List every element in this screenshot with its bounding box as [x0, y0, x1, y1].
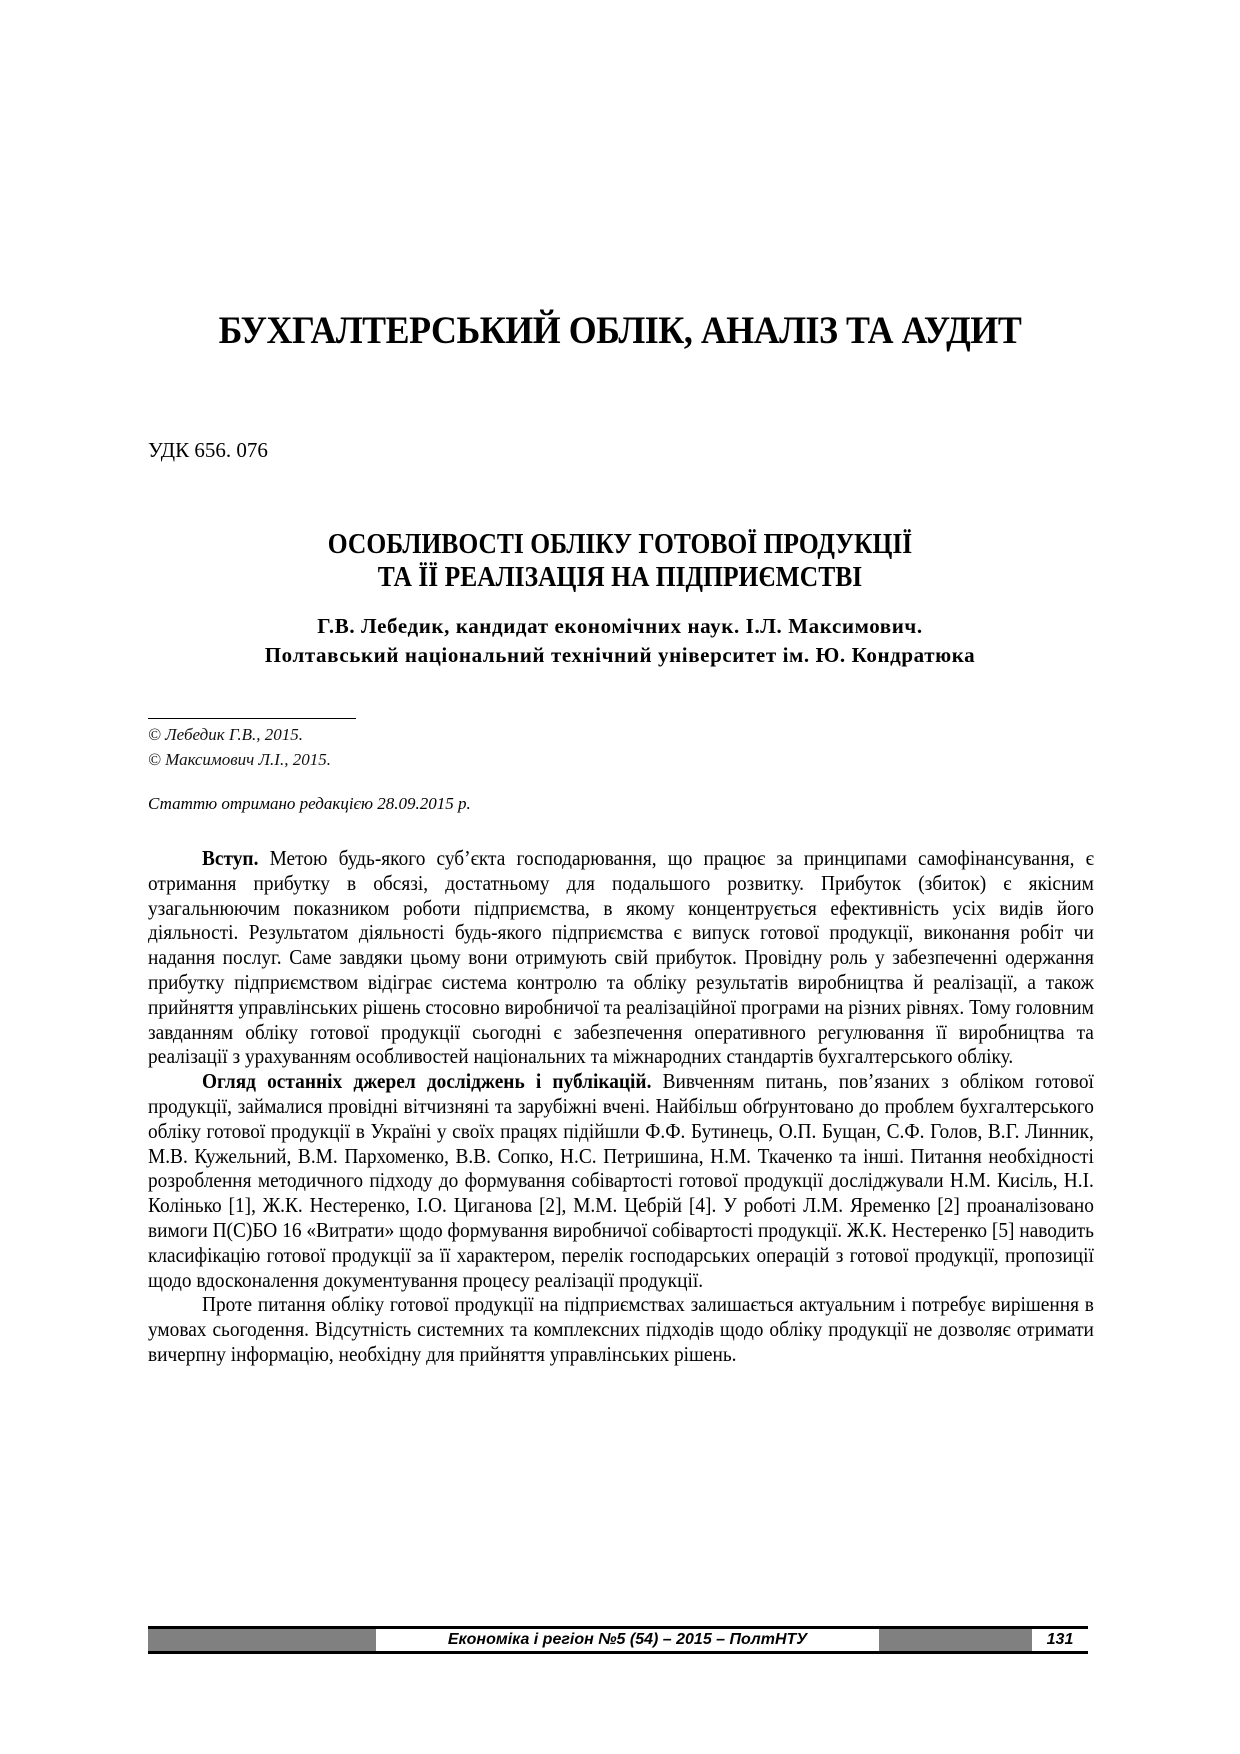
- paragraph-lead: Огляд останніх джерел досліджень і публікацій.: [202, 1069, 652, 1094]
- paragraph-lead: Вступ.: [202, 846, 259, 870]
- article-title-line-2: ТА ЇЇ РЕАЛІЗАЦІЯ НА ПІДПРИЄМСТВІ: [377, 561, 863, 593]
- page-footer: [148, 1626, 1088, 1654]
- paragraph-problem: [148, 1292, 1094, 1366]
- paragraph-text: Проте питання обліку готової продукції на підприємствах залишається актуальним і потребує вирішення в умовах сьогодення. Відсутність системних та комплексних підходів щодо обліку продукції не дозволяє отримати вичерпну інформацію, необхідну для прийняття управлінських рішень.: [148, 1292, 1094, 1366]
- paragraph-text: Метою будь-якого суб’єкта господарювання, що працює за принципами самофінансування, є отримання прибутку в обсязі, достатньому для подальшого розвитку. Прибуток (збиток) є якісним узагальнюючим показником роботи підприємства, в якому концентрується ефективність усіх видів його діяльності. Результатом діяльності будь-якого підприємства є випуск готової продукції, виконання робіт чи надання послуг. Саме завдяки цьому вони отримують свій прибуток. Провідну роль у забезпеченні одержання прибутку підприємством відіграє система контролю та обліку результатів виробництва й реалізації, а також прийняття управлінських рішень стосовно виробничої та реалізаційної програми на різних рівнях. Тому головним завданням обліку готової продукції сьогодні є забезпечення оперативного регулювання її виробництва та реалізації з урахуванням особливостей національних та міжнародних стандартів бухгалтерського обліку.: [148, 846, 1094, 1069]
- footer-gray-block-left: [148, 1629, 376, 1651]
- article-body: [148, 846, 1094, 1367]
- article-title: [74, 528, 1165, 594]
- udc-code: УДК 656. 076: [148, 438, 268, 462]
- received-date: Статтю отримано редакцією 28.09.2015 р.: [148, 794, 471, 813]
- copyright-line: © Максимович Л.І., 2015.: [148, 750, 331, 769]
- affiliation: Полтавський національний технічний університет ім. Ю. Кондратюка: [264, 643, 976, 667]
- copyright-notes: [148, 722, 331, 772]
- footer-bottom-rule: [148, 1651, 1088, 1654]
- page-number: 131: [1046, 1631, 1074, 1648]
- footnote-divider: [148, 718, 356, 719]
- footer-gray-block-right: [879, 1629, 1032, 1651]
- section-heading: БУХГАЛТЕРСЬКИЙ ОБЛІК, АНАЛІЗ ТА АУДИТ: [218, 309, 1022, 352]
- paragraph-text: Вивченням питань, пов’язаних з обліком готової продукції, займалися провідні вітчизняні та зарубіжні вчені. Найбільш обґрунтовано до проблем бухгалтерського обліку готової продукції в Україні у своїх працях підійшли Ф.Ф. Бутинець, О.П. Бущан, С.Ф. Голов, В.Г. Линник, М.В. Кужельний, В.М. Пархоменко, В.В. Сопко, Н.С. Петришина, Н.М. Ткаченко та інші. Питання необхідності розроблення методичного підходу до формування собівартості готової продукції досліджували Н.М. Кисіль, Н.І. Колінько [1], Ж.К. Нестеренко, І.О. Циганова [2], М.М. Цебрій [4]. У роботі Л.М. Яременко [2] проаналізовано вимоги П(С)БО 16 «Витрати» щодо формування виробничої собівартості продукції. Ж.К. Нестеренко [5] наводить класифікацію готової продукції за її характером, перелік господарських операцій з готової продукції, пропозиції щодо вдосконалення документування процесу реалізації продукції.: [148, 1069, 1094, 1292]
- paragraph-introduction: [148, 846, 1094, 1069]
- paragraph-literature-review: [148, 1069, 1094, 1292]
- article-title-line-1: ОСОБЛИВОСТІ ОБЛІКУ ГОТОВОЇ ПРОДУКЦІЇ: [327, 528, 913, 560]
- authors-line: Г.В. Лебедик, кандидат економічних наук. І.Л. Максимович.: [317, 614, 923, 638]
- copyright-line: © Лебедик Г.В., 2015.: [148, 725, 304, 744]
- authors-block: [0, 612, 1240, 670]
- journal-name: Економіка і регіон №5 (54) – 2015 – ПолтНТУ: [447, 1631, 808, 1648]
